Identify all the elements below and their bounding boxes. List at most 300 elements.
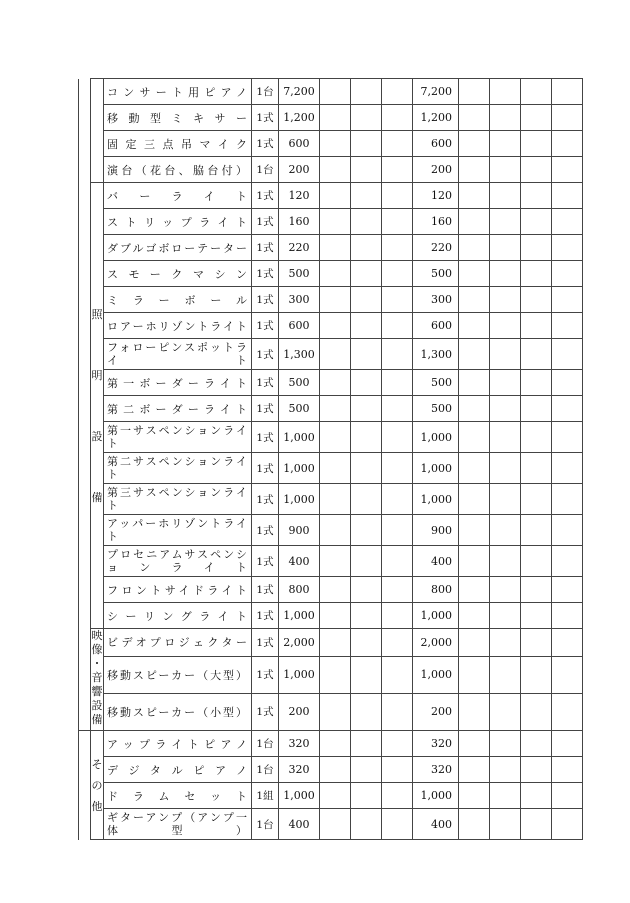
group-label-char: そ: [91, 757, 103, 771]
blank-cell: [490, 515, 521, 546]
blank-cell: [552, 287, 583, 313]
equipment-name: 固定三点吊マイク: [104, 131, 252, 157]
unit-price: 220: [279, 235, 320, 261]
unit-quantity: 1台: [252, 809, 279, 840]
blank-cell: [320, 656, 351, 693]
blank-cell: [351, 339, 382, 370]
blank-cell: [490, 603, 521, 629]
unit-price: 1,300: [279, 339, 320, 370]
category-margin-cell: [79, 261, 91, 287]
total-price: 900: [413, 515, 459, 546]
group-label-char: 設: [91, 699, 103, 712]
blank-cell: [552, 693, 583, 730]
blank-cell: [382, 484, 413, 515]
blank-cell: [382, 693, 413, 730]
blank-cell: [382, 157, 413, 183]
blank-cell: [521, 261, 552, 287]
table-row: [79, 546, 583, 577]
blank-cell: [320, 453, 351, 484]
blank-cell: [521, 287, 552, 313]
blank-cell: [552, 731, 583, 757]
unit-price: 1,000: [279, 484, 320, 515]
blank-cell: [521, 629, 552, 657]
blank-cell: [459, 131, 490, 157]
blank-cell: [521, 209, 552, 235]
category-margin-cell: [79, 603, 91, 629]
blank-cell: [552, 422, 583, 453]
blank-cell: [490, 313, 521, 339]
blank-cell: [351, 757, 382, 783]
total-price: 220: [413, 235, 459, 261]
blank-cell: [459, 209, 490, 235]
blank-cell: [382, 629, 413, 657]
blank-cell: [351, 131, 382, 157]
blank-cell: [459, 783, 490, 809]
unit-quantity: 1式: [252, 287, 279, 313]
blank-cell: [320, 629, 351, 657]
blank-cell: [459, 731, 490, 757]
blank-cell: [382, 183, 413, 209]
equipment-name: ロアーホリゾントライト: [104, 313, 252, 339]
blank-cell: [490, 183, 521, 209]
blank-cell: [382, 656, 413, 693]
category-margin-cell: [79, 396, 91, 422]
equipment-name: フロントサイドライト: [104, 577, 252, 603]
unit-quantity: 1式: [252, 546, 279, 577]
unit-quantity: 1式: [252, 396, 279, 422]
blank-cell: [320, 731, 351, 757]
total-price: 160: [413, 209, 459, 235]
blank-cell: [459, 422, 490, 453]
table-row: [79, 577, 583, 603]
total-price: 400: [413, 809, 459, 840]
blank-cell: [320, 287, 351, 313]
table-row: [79, 783, 583, 809]
blank-cell: [521, 757, 552, 783]
blank-cell: [351, 261, 382, 287]
blank-cell: [320, 515, 351, 546]
blank-cell: [521, 546, 552, 577]
blank-cell: [351, 396, 382, 422]
blank-cell: [351, 453, 382, 484]
table-row: [79, 105, 583, 131]
group-label-char: 設: [91, 429, 103, 443]
blank-cell: [521, 183, 552, 209]
table-row: [79, 79, 583, 105]
blank-cell: [490, 484, 521, 515]
blank-cell: [490, 546, 521, 577]
equipment-name: シーリングライト: [104, 603, 252, 629]
blank-cell: [320, 809, 351, 840]
blank-cell: [459, 287, 490, 313]
blank-cell: [490, 396, 521, 422]
table-row: [79, 339, 583, 370]
group-label-char: 映: [91, 629, 103, 642]
blank-cell: [521, 809, 552, 840]
blank-cell: [552, 453, 583, 484]
group-label-char: 備: [91, 713, 103, 726]
blank-cell: [552, 603, 583, 629]
total-price: 500: [413, 261, 459, 287]
blank-cell: [552, 157, 583, 183]
blank-cell: [351, 209, 382, 235]
group-label-vertical: [91, 629, 103, 727]
group-label-vertical: [91, 754, 103, 817]
blank-cell: [382, 515, 413, 546]
equipment-name: アップライトピアノ: [104, 731, 252, 757]
blank-cell: [382, 235, 413, 261]
blank-cell: [490, 757, 521, 783]
blank-cell: [351, 656, 382, 693]
total-price: 500: [413, 396, 459, 422]
category-margin-cell: [79, 79, 91, 105]
total-price: 400: [413, 546, 459, 577]
blank-cell: [351, 105, 382, 131]
category-margin-cell: [79, 577, 91, 603]
equipment-name: コンサート用ピアノ: [104, 79, 252, 105]
blank-cell: [320, 757, 351, 783]
blank-cell: [459, 261, 490, 287]
total-price: 1,000: [413, 484, 459, 515]
unit-quantity: 1台: [252, 731, 279, 757]
unit-quantity: 1式: [252, 209, 279, 235]
blank-cell: [351, 603, 382, 629]
blank-cell: [351, 235, 382, 261]
equipment-name: バーライト: [104, 183, 252, 209]
blank-cell: [490, 370, 521, 396]
equipment-name: 移動スピーカー（大型）: [104, 656, 252, 693]
table-row: [79, 422, 583, 453]
category-margin-cell: [79, 546, 91, 577]
total-price: 200: [413, 157, 459, 183]
blank-cell: [490, 809, 521, 840]
unit-price: 2,000: [279, 629, 320, 657]
blank-cell: [552, 629, 583, 657]
unit-quantity: 1式: [252, 105, 279, 131]
category-margin-cell: [79, 484, 91, 515]
unit-quantity: 1式: [252, 453, 279, 484]
blank-cell: [521, 515, 552, 546]
group-label-char: 音: [91, 671, 103, 684]
equipment-name: 第一ボーダーライト: [104, 370, 252, 396]
blank-cell: [459, 515, 490, 546]
blank-cell: [320, 105, 351, 131]
blank-cell: [320, 209, 351, 235]
equipment-name: ギターアンプ（アンプ一体型）: [104, 809, 252, 840]
group-label-cell: [91, 183, 104, 629]
unit-price: 500: [279, 396, 320, 422]
total-price: 500: [413, 370, 459, 396]
unit-quantity: 1式: [252, 693, 279, 730]
blank-cell: [490, 261, 521, 287]
unit-price: 1,000: [279, 603, 320, 629]
unit-price: 500: [279, 261, 320, 287]
total-price: 1,300: [413, 339, 459, 370]
unit-price: 900: [279, 515, 320, 546]
table-row: [79, 370, 583, 396]
blank-cell: [351, 370, 382, 396]
blank-cell: [521, 235, 552, 261]
unit-price: 600: [279, 313, 320, 339]
blank-cell: [552, 656, 583, 693]
table-row: [79, 731, 583, 757]
blank-cell: [459, 105, 490, 131]
blank-cell: [521, 396, 552, 422]
category-margin-cell: [79, 731, 91, 840]
equipment-name: 第一サスペンションライト: [104, 422, 252, 453]
equipment-name: 移動スピーカー（小型）: [104, 693, 252, 730]
blank-cell: [459, 339, 490, 370]
blank-cell: [490, 693, 521, 730]
blank-cell: [459, 603, 490, 629]
total-price: 2,000: [413, 629, 459, 657]
unit-quantity: 1式: [252, 183, 279, 209]
blank-cell: [320, 313, 351, 339]
category-margin-cell: [79, 313, 91, 339]
blank-cell: [552, 235, 583, 261]
blank-cell: [552, 396, 583, 422]
blank-cell: [490, 453, 521, 484]
total-price: 320: [413, 731, 459, 757]
blank-cell: [320, 546, 351, 577]
blank-cell: [552, 183, 583, 209]
unit-quantity: 1式: [252, 422, 279, 453]
equipment-name: 第三サスペンションライト: [104, 484, 252, 515]
unit-price: 1,000: [279, 453, 320, 484]
total-price: 1,000: [413, 656, 459, 693]
blank-cell: [351, 484, 382, 515]
blank-cell: [459, 577, 490, 603]
blank-cell: [552, 209, 583, 235]
equipment-name: ビデオプロジェクター: [104, 629, 252, 657]
unit-quantity: 1式: [252, 484, 279, 515]
equipment-name: ダブルゴボローテーター: [104, 235, 252, 261]
equipment-name: 演台（花台、脇台付）: [104, 157, 252, 183]
blank-cell: [351, 731, 382, 757]
blank-cell: [459, 809, 490, 840]
unit-price: 300: [279, 287, 320, 313]
group-label-cell: [91, 79, 104, 183]
category-margin-cell: [79, 235, 91, 261]
unit-price: 320: [279, 731, 320, 757]
blank-cell: [552, 313, 583, 339]
total-price: 1,200: [413, 105, 459, 131]
blank-cell: [490, 731, 521, 757]
blank-cell: [552, 105, 583, 131]
blank-cell: [521, 157, 552, 183]
blank-cell: [459, 546, 490, 577]
category-margin-cell: [79, 339, 91, 370]
total-price: 1,000: [413, 783, 459, 809]
blank-cell: [320, 603, 351, 629]
equipment-fee-table-body: [79, 79, 583, 840]
blank-cell: [382, 603, 413, 629]
blank-cell: [490, 287, 521, 313]
table-row: [79, 453, 583, 484]
blank-cell: [521, 577, 552, 603]
blank-cell: [459, 157, 490, 183]
blank-cell: [521, 783, 552, 809]
category-margin-cell: [79, 453, 91, 484]
table-row: [79, 515, 583, 546]
blank-cell: [521, 313, 552, 339]
blank-cell: [490, 157, 521, 183]
unit-price: 200: [279, 693, 320, 730]
group-label-cell: [91, 731, 104, 840]
category-margin-cell: [79, 131, 91, 157]
group-label-vertical: [91, 304, 103, 508]
blank-cell: [320, 370, 351, 396]
blank-cell: [459, 693, 490, 730]
blank-cell: [320, 577, 351, 603]
blank-cell: [382, 370, 413, 396]
category-margin-cell: [79, 693, 91, 730]
blank-cell: [320, 261, 351, 287]
equipment-fee-table-wrapper: [78, 78, 583, 840]
category-margin-cell: [79, 515, 91, 546]
group-label-char: 他: [91, 799, 103, 813]
blank-cell: [351, 629, 382, 657]
blank-cell: [521, 131, 552, 157]
category-margin-cell: [79, 629, 91, 657]
blank-cell: [490, 577, 521, 603]
blank-cell: [459, 313, 490, 339]
blank-cell: [552, 783, 583, 809]
unit-price: 500: [279, 370, 320, 396]
unit-quantity: 1組: [252, 783, 279, 809]
blank-cell: [490, 131, 521, 157]
unit-quantity: 1式: [252, 370, 279, 396]
table-row: [79, 484, 583, 515]
blank-cell: [459, 484, 490, 515]
blank-cell: [320, 131, 351, 157]
blank-cell: [552, 484, 583, 515]
blank-cell: [490, 105, 521, 131]
blank-cell: [351, 422, 382, 453]
blank-cell: [552, 809, 583, 840]
blank-cell: [320, 339, 351, 370]
group-label-char: の: [91, 778, 103, 792]
group-label-char: ・: [91, 657, 103, 670]
category-margin-cell: [79, 287, 91, 313]
unit-price: 600: [279, 131, 320, 157]
unit-price: 1,000: [279, 783, 320, 809]
equipment-name: 第二ボーダーライト: [104, 396, 252, 422]
total-price: 600: [413, 131, 459, 157]
blank-cell: [382, 757, 413, 783]
total-price: 800: [413, 577, 459, 603]
blank-cell: [490, 209, 521, 235]
table-row: [79, 209, 583, 235]
blank-cell: [521, 453, 552, 484]
group-label-char: 像: [91, 643, 103, 656]
equipment-fee-table: [78, 78, 583, 840]
table-row: [79, 235, 583, 261]
total-price: 300: [413, 287, 459, 313]
blank-cell: [320, 484, 351, 515]
equipment-name: フォローピンスポットライト: [104, 339, 252, 370]
blank-cell: [351, 577, 382, 603]
blank-cell: [351, 515, 382, 546]
blank-cell: [521, 339, 552, 370]
unit-price: 320: [279, 757, 320, 783]
unit-quantity: 1式: [252, 339, 279, 370]
blank-cell: [382, 422, 413, 453]
total-price: 1,000: [413, 603, 459, 629]
equipment-name: 移動型ミキサー: [104, 105, 252, 131]
unit-quantity: 1台: [252, 757, 279, 783]
blank-cell: [320, 783, 351, 809]
blank-cell: [351, 693, 382, 730]
blank-cell: [382, 396, 413, 422]
table-row: [79, 757, 583, 783]
category-margin-cell: [79, 157, 91, 183]
blank-cell: [382, 809, 413, 840]
blank-cell: [382, 261, 413, 287]
total-price: 7,200: [413, 79, 459, 105]
blank-cell: [320, 422, 351, 453]
blank-cell: [490, 79, 521, 105]
total-price: 120: [413, 183, 459, 209]
total-price: 1,000: [413, 453, 459, 484]
table-row: [79, 809, 583, 840]
table-row: [79, 261, 583, 287]
blank-cell: [521, 79, 552, 105]
total-price: 320: [413, 757, 459, 783]
unit-price: 1,000: [279, 656, 320, 693]
blank-cell: [382, 783, 413, 809]
blank-cell: [521, 484, 552, 515]
unit-price: 400: [279, 809, 320, 840]
blank-cell: [382, 339, 413, 370]
blank-cell: [552, 131, 583, 157]
equipment-name: デジタルピアノ: [104, 757, 252, 783]
unit-price: 200: [279, 157, 320, 183]
blank-cell: [459, 453, 490, 484]
equipment-name: ストリップライト: [104, 209, 252, 235]
category-margin-cell: [79, 209, 91, 235]
equipment-name: ミラーボール: [104, 287, 252, 313]
blank-cell: [552, 79, 583, 105]
blank-cell: [459, 629, 490, 657]
blank-cell: [351, 783, 382, 809]
unit-quantity: 1式: [252, 515, 279, 546]
blank-cell: [552, 261, 583, 287]
blank-cell: [490, 656, 521, 693]
category-margin-cell: [79, 370, 91, 396]
unit-price: 160: [279, 209, 320, 235]
blank-cell: [382, 577, 413, 603]
table-row: [79, 131, 583, 157]
total-price: 600: [413, 313, 459, 339]
equipment-name: スモークマシン: [104, 261, 252, 287]
table-row: [79, 287, 583, 313]
blank-cell: [521, 693, 552, 730]
blank-cell: [382, 79, 413, 105]
category-margin-cell: [79, 422, 91, 453]
blank-cell: [552, 515, 583, 546]
unit-quantity: 1台: [252, 157, 279, 183]
blank-cell: [459, 656, 490, 693]
blank-cell: [351, 287, 382, 313]
unit-quantity: 1式: [252, 656, 279, 693]
unit-price: 7,200: [279, 79, 320, 105]
blank-cell: [382, 546, 413, 577]
blank-cell: [351, 809, 382, 840]
equipment-name: アッパーホリゾントライト: [104, 515, 252, 546]
table-row: [79, 313, 583, 339]
blank-cell: [552, 577, 583, 603]
